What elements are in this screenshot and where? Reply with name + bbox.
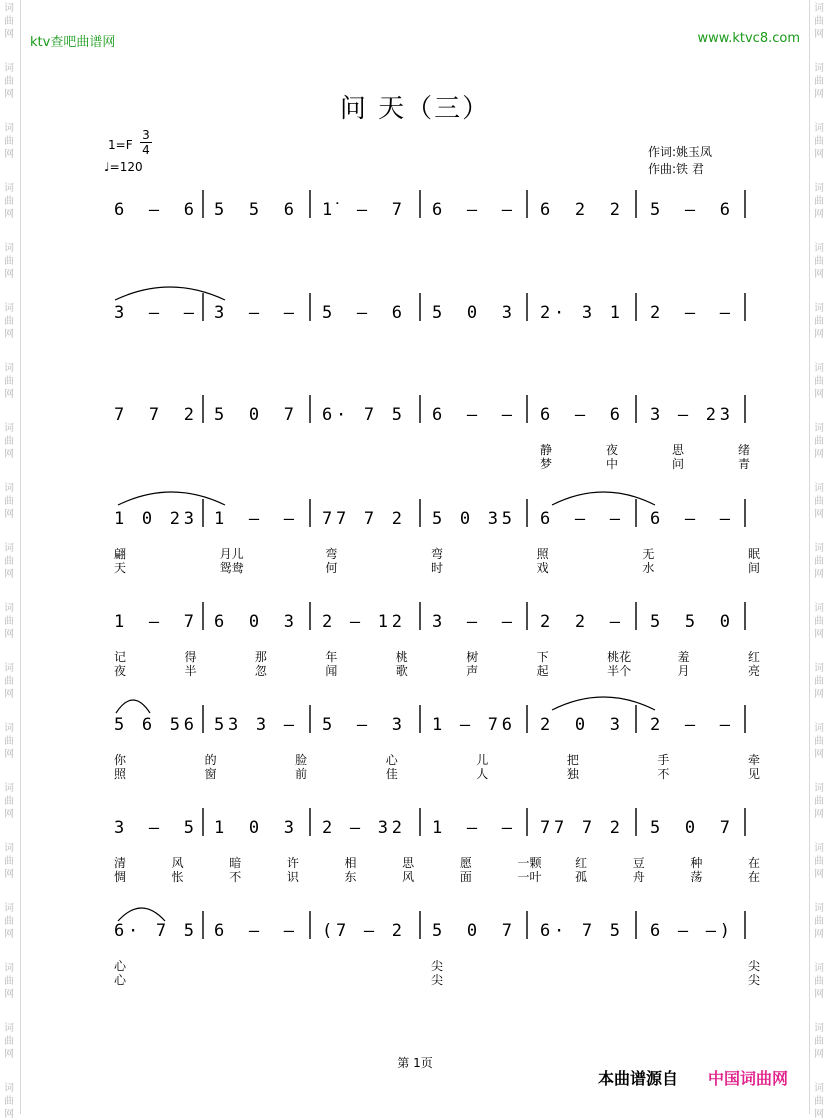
- lyric-verse-1: 无: [642, 547, 655, 561]
- measure: 6 – –: [432, 405, 512, 425]
- watermark-glyph: 曲: [4, 256, 14, 267]
- slur-arc: [118, 908, 165, 921]
- watermark-glyph: 词: [4, 123, 14, 134]
- watermark-glyph: 网: [814, 1049, 824, 1060]
- watermark-glyph: 曲: [814, 1096, 824, 1107]
- watermark-glyph: 词: [4, 783, 14, 794]
- measure: 6 – –: [650, 509, 730, 529]
- watermark-glyph: 曲: [4, 76, 14, 87]
- lyric-verse-2: 鸳鸯: [219, 561, 244, 575]
- watermark-glyph: 词: [4, 423, 14, 434]
- measure: 1 0 3: [214, 818, 294, 838]
- measure: 5 0 7: [432, 921, 512, 941]
- watermark-glyph: 曲: [4, 436, 14, 447]
- watermark-glyph: 词: [814, 663, 824, 674]
- watermark-glyph: 曲: [814, 316, 824, 327]
- lyric-verse-2: 天: [114, 561, 127, 575]
- watermark-glyph: 网: [814, 869, 824, 880]
- lyric-verse-1: 静: [540, 443, 553, 457]
- watermark-glyph: 网: [4, 389, 14, 400]
- lyric-verse-1: 牵: [748, 753, 761, 767]
- lyric-verse-2: 起: [536, 664, 549, 678]
- watermark-glyph: 词: [4, 843, 14, 854]
- lyric-verse-2: 水: [642, 561, 655, 575]
- measure: 7 7 2: [114, 405, 194, 425]
- measure: 6 2 2: [540, 200, 620, 220]
- watermark-glyph: 曲: [814, 856, 824, 867]
- lyric-verse-1: 清: [114, 856, 127, 870]
- watermark-glyph: 词: [814, 183, 824, 194]
- lyric-verse-1: 脸: [295, 753, 308, 767]
- watermark-glyph: 词: [4, 663, 14, 674]
- lyricist-credit: 作词:姚玉凤: [648, 145, 713, 159]
- source-brand: 中国词曲网: [708, 1069, 789, 1088]
- measure: 6 – –): [650, 921, 730, 941]
- watermark-glyph: 网: [814, 569, 824, 580]
- lyric-verse-2: 不: [657, 767, 670, 781]
- watermark-glyph: 曲: [814, 976, 824, 987]
- watermark-glyph: 词: [814, 423, 824, 434]
- lyric-verse-1: 风: [171, 856, 184, 870]
- watermark-glyph: 曲: [4, 496, 14, 507]
- measure: 5 – 3: [322, 715, 402, 735]
- lyric-verse-1: 弯: [325, 547, 338, 561]
- lyric-verse-2: 半个: [607, 664, 632, 678]
- lyric-verse-2: 青: [738, 457, 751, 471]
- watermark-glyph: 词: [814, 3, 824, 14]
- measure: 5 6 56: [114, 715, 194, 735]
- slur-arc: [552, 697, 655, 710]
- time-sig-bottom: 4: [140, 142, 152, 157]
- measure: 5 0 7: [650, 818, 730, 838]
- measure: 1 – 7: [114, 612, 194, 632]
- lyric-verse-1: 心: [114, 959, 127, 973]
- lyric-verse-2: 窗: [204, 767, 217, 781]
- measure: 77 7 2: [322, 509, 402, 529]
- lyric-verse-1: 得: [184, 650, 197, 664]
- lyric-verse-2: 怅: [171, 870, 184, 884]
- watermark-glyph: 词: [4, 1023, 14, 1034]
- measure: 3 – 5: [114, 818, 194, 838]
- slur-arc: [116, 700, 150, 713]
- lyric-verse-2: 舟: [632, 870, 645, 884]
- watermark-glyph: 曲: [814, 196, 824, 207]
- measure: 1 – –: [432, 818, 512, 838]
- watermark-glyph: 网: [4, 269, 14, 280]
- watermark-glyph: 词: [814, 963, 824, 974]
- watermark-glyph: 网: [4, 869, 14, 880]
- source-label: 本曲谱源自: [598, 1069, 679, 1088]
- watermark-glyph: 网: [814, 149, 824, 160]
- watermark-glyph: 曲: [814, 136, 824, 147]
- watermark-glyph: 曲: [814, 736, 824, 747]
- watermark-glyph: 曲: [814, 436, 824, 447]
- watermark-glyph: 网: [4, 89, 14, 100]
- watermark-glyph: 网: [814, 689, 824, 700]
- watermark-glyph: 词: [4, 243, 14, 254]
- watermark-glyph: 网: [814, 989, 824, 1000]
- measure: (7 – 2: [322, 921, 402, 941]
- measure: 2· 3 1: [540, 303, 620, 323]
- measure: 53 3 –: [214, 715, 294, 735]
- watermark-glyph: 词: [4, 3, 14, 14]
- site-url-right: www.ktvc8.com: [697, 31, 800, 46]
- watermark-glyph: 网: [4, 629, 14, 640]
- watermark-glyph: 曲: [4, 1036, 14, 1047]
- watermark-glyph: 词: [4, 1083, 14, 1094]
- lyric-verse-2: 前: [295, 767, 308, 781]
- watermark-glyph: 词: [814, 843, 824, 854]
- measure: 6 – 6: [540, 405, 620, 425]
- watermark-glyph: 词: [4, 603, 14, 614]
- lyric-verse-1: 夜: [606, 443, 619, 457]
- watermark-glyph: 网: [814, 1109, 824, 1120]
- lyric-verse-2: 半: [184, 664, 197, 678]
- lyric-verse-2: 亮: [748, 664, 761, 678]
- lyric-verse-1: 年: [325, 650, 338, 664]
- measure: 6· 7 5: [322, 405, 402, 425]
- lyric-verse-2: 中: [606, 457, 619, 471]
- watermark-glyph: 词: [814, 1023, 824, 1034]
- lyric-verse-2: 梦: [540, 457, 553, 471]
- lyric-verse-2: 东: [344, 870, 357, 884]
- lyric-verse-1: 豆: [632, 856, 645, 870]
- measure: 2 – –: [650, 303, 730, 323]
- measure: 6 – 6: [114, 200, 194, 220]
- lyric-verse-2: 戏: [536, 561, 549, 575]
- watermark-glyph: 曲: [4, 976, 14, 987]
- lyric-verse-1: 羞: [677, 650, 690, 664]
- watermark-glyph: 曲: [4, 16, 14, 27]
- lyric-verse-1: 思: [402, 856, 415, 870]
- lyric-verse-2: 人: [476, 767, 489, 781]
- watermark-glyph: 网: [4, 1049, 14, 1060]
- watermark-glyph: 词: [4, 63, 14, 74]
- watermark-glyph: 词: [4, 303, 14, 314]
- lyric-verse-1: 尖: [748, 959, 761, 973]
- watermark-glyph: 网: [814, 449, 824, 460]
- watermark-glyph: 词: [4, 723, 14, 734]
- watermark-glyph: 网: [814, 89, 824, 100]
- measure: 5 – 6: [322, 303, 402, 323]
- measure: 2 2 –: [540, 612, 620, 632]
- measure: 3 – 23: [650, 405, 730, 425]
- lyric-verse-2: 一叶: [517, 870, 542, 884]
- composer-credit: 作曲:铁 君: [648, 162, 704, 176]
- watermark-glyph: 网: [4, 149, 14, 160]
- lyric-verse-2: 不: [229, 870, 242, 884]
- watermark-glyph: 词: [4, 963, 14, 974]
- measure: 1̇ – 7: [322, 200, 402, 220]
- lyric-verse-1: 红: [748, 650, 761, 664]
- quarter-note-icon: ♩: [104, 160, 110, 174]
- watermark-glyph: 网: [4, 509, 14, 520]
- lyric-verse-1: 把: [566, 753, 579, 767]
- measure: 2 – 32: [322, 818, 402, 838]
- lyric-verse-1: 相: [344, 856, 357, 870]
- watermark-glyph: 曲: [4, 556, 14, 567]
- watermark-glyph: 词: [814, 243, 824, 254]
- measure: 5 – 6: [650, 200, 730, 220]
- watermark-glyph: 曲: [4, 856, 14, 867]
- lyric-verse-1: 眠: [748, 547, 761, 561]
- lyric-verse-2: 照: [114, 767, 127, 781]
- page-number: 第 1页: [397, 1056, 433, 1070]
- watermark-glyph: 词: [814, 903, 824, 914]
- watermark-glyph: 曲: [814, 496, 824, 507]
- lyric-verse-1: 月儿: [219, 547, 244, 561]
- watermark-glyph: 曲: [814, 16, 824, 27]
- watermark-glyph: 网: [814, 389, 824, 400]
- lyric-verse-1: 儿: [476, 753, 489, 767]
- lyric-verse-2: 声: [466, 664, 479, 678]
- watermark-glyph: 曲: [4, 676, 14, 687]
- watermark-glyph: 曲: [814, 916, 824, 927]
- slur-arc: [115, 287, 225, 300]
- lyric-verse-1: 在: [748, 856, 761, 870]
- watermark-glyph: 词: [4, 363, 14, 374]
- measure: 1 0 23: [114, 509, 194, 529]
- watermark-glyph: 词: [4, 483, 14, 494]
- measure: 6 0 3: [214, 612, 294, 632]
- lyric-verse-1: 桃花: [607, 650, 632, 664]
- watermark-glyph: 网: [4, 329, 14, 340]
- slur-arc: [118, 492, 225, 505]
- lyric-verse-2: 歌: [395, 664, 408, 678]
- watermark-glyph: 网: [814, 29, 824, 40]
- lyric-verse-2: 心: [114, 973, 127, 987]
- watermark-glyph: 网: [4, 689, 14, 700]
- watermark-glyph: 词: [4, 183, 14, 194]
- lyric-verse-1: 记: [114, 650, 127, 664]
- measure: 77 7 2: [540, 818, 620, 838]
- lyric-verse-2: 面: [459, 870, 472, 884]
- lyric-verse-2: 忽: [254, 664, 267, 678]
- watermark-glyph: 网: [4, 1109, 14, 1120]
- watermark-glyph: 网: [814, 629, 824, 640]
- song-title: 问 天（三）: [339, 94, 491, 124]
- lyric-verse-1: 的: [204, 753, 217, 767]
- watermark-glyph: 词: [4, 543, 14, 554]
- watermark-glyph: 词: [814, 603, 824, 614]
- lyric-verse-2: 识: [286, 870, 299, 884]
- watermark-glyph: 曲: [4, 916, 14, 927]
- lyric-verse-2: 尖: [431, 973, 444, 987]
- watermark-glyph: 词: [814, 543, 824, 554]
- watermark-glyph: 网: [4, 749, 14, 760]
- key-signature: 1=F: [108, 138, 133, 152]
- watermark-glyph: 网: [814, 209, 824, 220]
- measure: 5 0 3: [432, 303, 512, 323]
- time-sig-top: 3: [142, 128, 150, 142]
- lyric-verse-1: 暗: [229, 856, 242, 870]
- lyric-verse-2: 荡: [690, 870, 703, 884]
- watermark-glyph: 网: [4, 449, 14, 460]
- watermark-glyph: 曲: [814, 676, 824, 687]
- watermark-glyph: 词: [814, 1083, 824, 1094]
- lyric-verse-2: 惆: [114, 870, 127, 884]
- watermark-glyph: 词: [814, 63, 824, 74]
- measure: 3 – –: [114, 303, 194, 323]
- measure: 3 – –: [214, 303, 294, 323]
- watermark-glyph: 曲: [814, 76, 824, 87]
- tempo-value: =120: [109, 160, 143, 174]
- watermark-glyph: 网: [4, 29, 14, 40]
- slur-arc: [552, 492, 655, 505]
- lyric-verse-2: 何: [325, 561, 338, 575]
- lyric-verse-1: 树: [466, 650, 479, 664]
- measure: 6· 7 5: [540, 921, 620, 941]
- watermark-glyph: 词: [814, 363, 824, 374]
- watermark-glyph: 词: [814, 123, 824, 134]
- lyric-verse-1: 那: [254, 650, 267, 664]
- watermark-glyph: 曲: [814, 376, 824, 387]
- watermark-glyph: 网: [814, 749, 824, 760]
- watermark-glyph: 词: [814, 483, 824, 494]
- lyric-verse-1: 一颗: [517, 856, 542, 870]
- watermark-glyph: 网: [814, 809, 824, 820]
- watermark-glyph: 网: [4, 209, 14, 220]
- watermark-glyph: 网: [814, 509, 824, 520]
- lyric-verse-2: 孤: [575, 870, 588, 884]
- measure: 3 – –: [432, 612, 512, 632]
- lyric-verse-2: 问: [672, 457, 685, 471]
- watermark-glyph: 网: [4, 929, 14, 940]
- watermark-glyph: 曲: [4, 316, 14, 327]
- measure: 6 – –: [432, 200, 512, 220]
- site-name-left: ktv查吧曲谱网: [30, 35, 116, 50]
- lyric-verse-1: 绪: [738, 443, 751, 457]
- watermark-glyph: 曲: [814, 556, 824, 567]
- lyric-verse-2: 间: [748, 561, 761, 575]
- watermark-glyph: 网: [814, 329, 824, 340]
- watermark-glyph: 曲: [4, 1096, 14, 1107]
- lyric-verse-1: 翩: [114, 547, 127, 561]
- measure: 2 – 12: [322, 612, 402, 632]
- lyric-verse-1: 愿: [459, 856, 472, 870]
- lyric-verse-2: 在: [748, 870, 761, 884]
- lyric-verse-2: 月: [677, 664, 690, 678]
- lyric-verse-1: 桃: [395, 650, 408, 664]
- measure: 5 5 6: [214, 200, 294, 220]
- watermark-glyph: 网: [4, 569, 14, 580]
- measure: 5 0 7: [214, 405, 294, 425]
- watermark-glyph: 曲: [814, 616, 824, 627]
- watermark-glyph: 曲: [4, 796, 14, 807]
- watermark-glyph: 网: [814, 929, 824, 940]
- measure: 6 – –: [540, 509, 620, 529]
- lyric-verse-1: 手: [657, 753, 670, 767]
- watermark-glyph: 曲: [4, 196, 14, 207]
- lyric-verse-2: 见: [748, 767, 761, 781]
- measure: 2 – –: [650, 715, 730, 735]
- measure: 5 5 0: [650, 612, 730, 632]
- lyric-verse-2: 风: [402, 870, 415, 884]
- lyric-verse-1: 许: [286, 856, 299, 870]
- lyric-verse-1: 种: [690, 856, 703, 870]
- lyric-verse-1: 思: [672, 443, 685, 457]
- watermark-glyph: 曲: [4, 376, 14, 387]
- lyric-verse-2: 闻: [325, 664, 338, 678]
- measure: 6 – –: [214, 921, 294, 941]
- watermark-glyph: 曲: [814, 1036, 824, 1047]
- lyric-verse-1: 下: [536, 650, 549, 664]
- measure: 6· 7 5: [114, 921, 194, 941]
- watermark-glyph: 曲: [4, 616, 14, 627]
- lyric-verse-2: 尖: [748, 973, 761, 987]
- lyric-verse-1: 心: [385, 753, 398, 767]
- lyric-verse-1: 照: [536, 547, 549, 561]
- lyric-verse-2: 独: [566, 767, 579, 781]
- watermark-glyph: 词: [814, 723, 824, 734]
- watermark-glyph: 曲: [814, 796, 824, 807]
- watermark-glyph: 曲: [4, 136, 14, 147]
- measure: 1 – 76: [432, 715, 512, 735]
- measure: 1 – –: [214, 509, 294, 529]
- lyric-verse-1: 你: [114, 753, 127, 767]
- watermark-glyph: 曲: [4, 736, 14, 747]
- lyric-verse-2: 佳: [385, 767, 398, 781]
- lyric-verse-2: 时: [431, 561, 444, 575]
- watermark-glyph: 网: [814, 269, 824, 280]
- measure: 5 0 35: [432, 509, 512, 529]
- lyric-verse-1: 红: [575, 856, 588, 870]
- lyric-verse-1: 尖: [431, 959, 444, 973]
- watermark-glyph: 词: [4, 903, 14, 914]
- lyric-verse-1: 弯: [431, 547, 444, 561]
- watermark-glyph: 词: [814, 303, 824, 314]
- measure: 2 0 3: [540, 715, 620, 735]
- watermark-glyph: 词: [814, 783, 824, 794]
- watermark-glyph: 网: [4, 809, 14, 820]
- lyric-verse-2: 夜: [114, 664, 127, 678]
- watermark-glyph: 网: [4, 989, 14, 1000]
- watermark-glyph: 曲: [814, 256, 824, 267]
